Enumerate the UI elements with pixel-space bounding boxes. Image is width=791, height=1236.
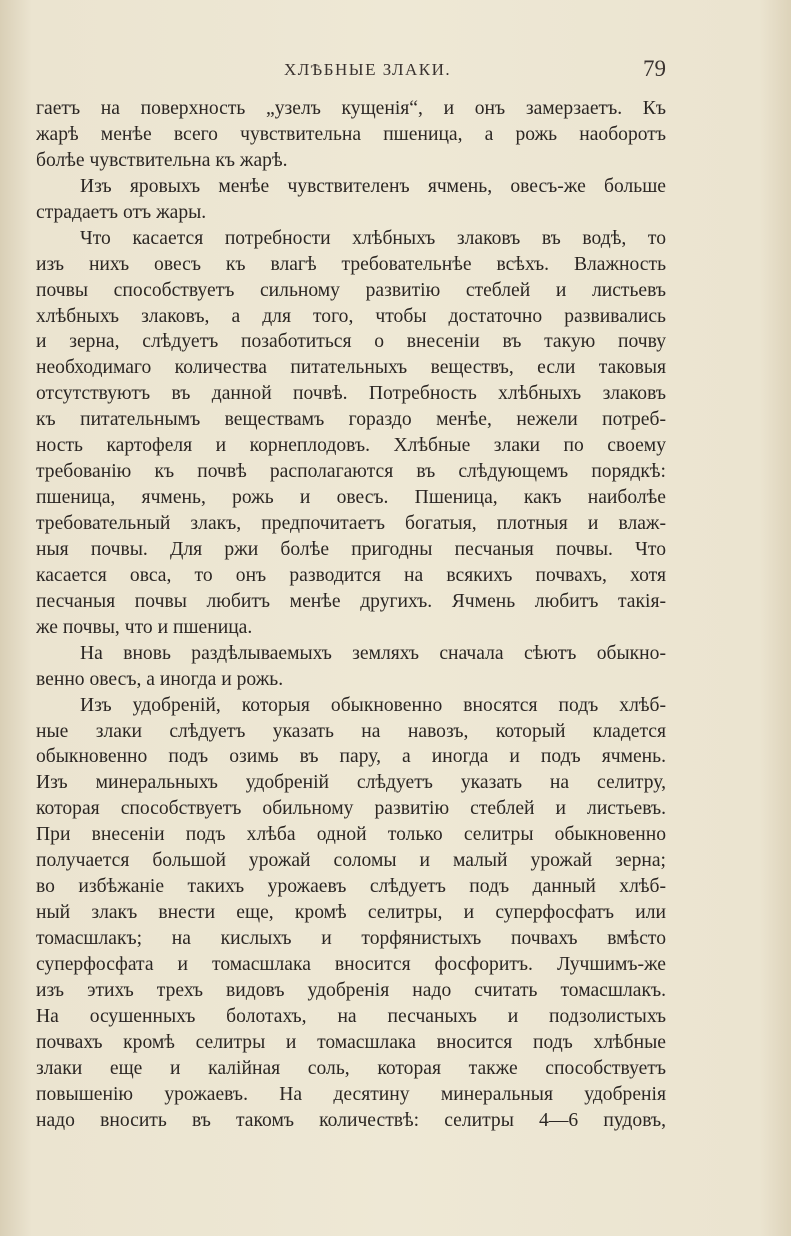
text-line: песчаныя почвы любитъ менѣе другихъ. Ячмень любитъ такія- [36,590,666,612]
text-line: хлѣбныхъ злаковъ, а для того, чтобы достаточно развивались [36,305,666,327]
text-line: ность картофеля и корнеплодовъ. Хлѣбные злаки по своему [36,435,666,457]
text-line: почвахъ кромѣ селитры и томасшлака вносится подъ хлѣбные [36,1031,666,1053]
text-line: ныя почвы. Для ржи болѣе пригодны песчаныя почвы. Что [36,538,666,560]
page-header [36,54,666,90]
text-line: требованію къ почвѣ располагаются въ слѣдующемъ порядкѣ: [36,461,666,483]
text-line: гаетъ на поверхность „узелъ кущенія“, и онъ замерзаетъ. Къ [36,98,666,119]
text-line: повышенію урожаевъ. На десятину минеральныя удобренія [36,1083,666,1105]
running-head: ХЛѢБНЫЕ ЗЛАКИ. [284,60,452,79]
text-line: венно овесъ, а иногда и рожь. [36,668,284,690]
text-line: изъ нихъ овесъ къ влагѣ требовательнѣе всѣхъ. Влажность [36,253,666,275]
text-line: получается большой урожай соломы и малый урожай зерна; [36,850,666,872]
paragraph [36,96,666,174]
text-line: жарѣ менѣе всего чувствительна пшеница, а рожь наоборотъ [36,123,666,145]
paragraph [36,174,666,226]
text-line: суперфосфата и томасшлака вносится фосфоритъ. Лучшимъ-же [36,953,666,975]
text-line: ный злакъ внести еще, кромѣ селитры, и суперфосфатъ или [36,902,666,924]
text-line: изъ этихъ трехъ видовъ удобренія надо считать томасшлакъ. [36,979,666,1001]
text-line: злаки еще и калійная соль, которая также способствуетъ [36,1057,666,1079]
text-line: Изъ удобреній, которыя обыкновенно вносятся подъ хлѣб- [80,694,666,716]
paragraph [36,641,666,693]
page-number: 79 [643,56,666,81]
text-line: почвы способствуетъ сильному развитію стеблей и листьевъ [36,279,666,301]
text-line: касается овса, то онъ разводится на всякихъ почвахъ, хотя [36,564,666,586]
text-line: къ питательнымъ веществамъ гораздо менѣе, нежели потреб- [36,409,666,431]
text-line: страдаетъ отъ жары. [36,201,207,223]
text-line: Изъ яровыхъ менѣе чувствителенъ ячмень, овесъ-же больше [80,175,666,197]
text-line: же почвы, что и пшеница. [36,616,253,638]
text-line: Что касается потребности хлѣбныхъ злаковъ въ водѣ, то [80,227,666,249]
text-line: При внесеніи подъ хлѣба одной только селитры обыкновенно [36,824,666,846]
paragraph [36,226,666,641]
text-line: Изъ минеральныхъ удобреній слѣдуетъ указать на селитру, [36,772,666,794]
text-line: На осушенныхъ болотахъ, на песчаныхъ и подзолистыхъ [36,1005,666,1027]
text-line: которая способствуетъ обильному развитію стеблей и листьевъ. [36,798,666,820]
text-line: и зерна, слѣдуетъ позаботиться о внесеніи въ такую почву [36,331,666,353]
text-line: томасшлакъ; на кислыхъ и торфянистыхъ почвахъ вмѣсто [36,928,666,949]
text-line: требовательный злакъ, предпочитаетъ богатыя, плотныя и влаж- [36,513,666,534]
text-line: необходимаго количества питательныхъ веществъ, если таковыя [36,357,666,379]
text-line: надо вносить въ такомъ количествѣ: селитры 4—6 пудовъ, [36,1109,666,1131]
paragraph [36,693,666,1134]
text-line: пшеница, ячмень, рожь и овесъ. Пшеница, какъ наиболѣе [36,487,666,509]
text-line: болѣе чувствительна къ жарѣ. [36,149,288,171]
text-line: На вновь раздѣлываемыхъ земляхъ сначала сѣютъ обыкно- [80,642,666,664]
text-line: отсутствуютъ въ данной почвѣ. Потребность хлѣбныхъ злаковъ [36,383,666,405]
text-line: обыкновенно подъ озимь въ пару, а иногда и подъ ячмень. [36,746,666,768]
body-text [36,96,666,1134]
text-line: во избѣжаніе такихъ урожаевъ слѣдуетъ подъ данный хлѣб- [36,876,666,898]
text-line: ные злаки слѣдуетъ указать на навозъ, который кладется [36,720,666,742]
